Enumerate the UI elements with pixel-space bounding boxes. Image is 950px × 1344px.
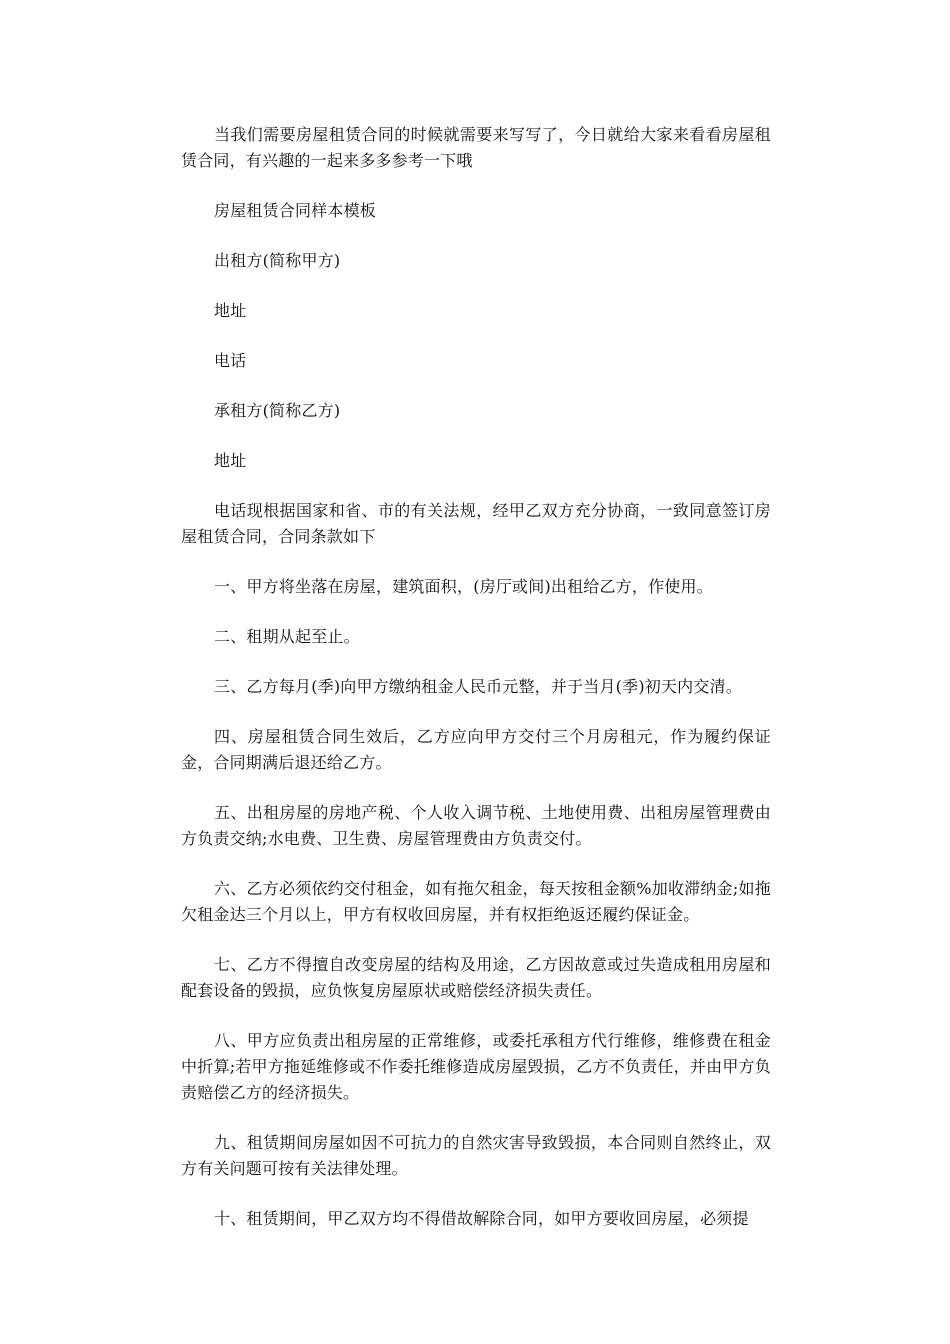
lessor-phone-label: 电话	[214, 351, 247, 370]
clause-8: 八、甲方应负责出租房屋的正常维修，或委托承租方代行维修，维修费在租金中折算;若甲方拖延维修或不作委托维修造成房屋毁损，乙方不负责任，并由甲方负责赔偿乙方的经济损失。	[181, 1031, 771, 1102]
lessor-label: 出租方(简称甲方)	[214, 251, 341, 270]
lessor-address-label: 地址	[214, 301, 247, 320]
clause-2: 二、租期从起至止。	[214, 627, 360, 646]
clause-4: 四、房屋租赁合同生效后，乙方应向甲方交付三个月房租元，作为履约保证金，合同期满后退还给乙方。	[181, 727, 771, 772]
clause-6: 六、乙方必须依约交付租金，如有拖欠租金，每天按租金额%加收滞纳金;如拖欠租金达三个月以上，甲方有权收回房屋，并有权拒绝返还履约保证金。	[181, 879, 771, 924]
intro-paragraph: 当我们需要房屋租赁合同的时候就需要来写写了，今日就给大家来看看房屋租赁合同，有兴趣的一起来多多参考一下哦	[181, 125, 771, 170]
lessee-label: 承租方(简称乙方)	[214, 401, 341, 420]
preamble-paragraph: 电话现根据国家和省、市的有关法规，经甲乙双方充分协商，一致同意签订房屋租赁合同，合同条款如下	[181, 501, 771, 546]
clause-1: 一、甲方将坐落在房屋，建筑面积，(房厅或间)出租给乙方，作使用。	[214, 577, 713, 596]
document-body	[181, 122, 771, 1256]
clause-10: 十、租赁期间，甲乙双方均不得借故解除合同，如甲方要收回房屋，必须提	[214, 1209, 749, 1228]
clause-9: 九、租赁期间房屋如因不可抗力的自然灾害导致毁损，本合同则自然终止，双方有关问题可按有关法律处理。	[181, 1133, 771, 1178]
clause-3: 三、乙方每月(季)向甲方缴纳租金人民币元整，并于当月(季)初天内交清。	[214, 677, 742, 696]
clause-5: 五、出租房屋的房地产税、个人收入调节税、土地使用费、出租房屋管理费由方负责交纳;水电费、卫生费、房屋管理费由方负责交付。	[181, 803, 771, 848]
lessee-address-label: 地址	[214, 451, 247, 470]
clause-7: 七、乙方不得擅自改变房屋的结构及用途，乙方因故意或过失造成租用房屋和配套设备的毁损，应负恢复房屋原状或赔偿经济损失责任。	[181, 955, 771, 1000]
contract-title: 房屋租赁合同样本模板	[214, 201, 377, 220]
